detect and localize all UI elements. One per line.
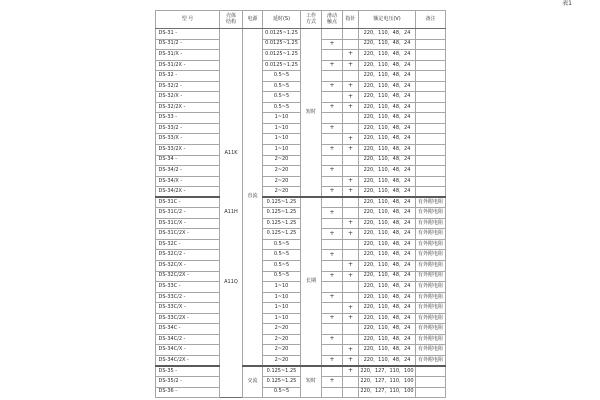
cell-pointer bbox=[343, 197, 359, 208]
col-header-work-mode: 工作 方式 bbox=[301, 11, 322, 29]
cell-model: DS-32/2 - bbox=[156, 81, 220, 92]
cell-model: DS-31/2X - bbox=[156, 60, 220, 71]
col-header-power: 电源 bbox=[243, 11, 263, 29]
cell-sliding-contact: + bbox=[322, 250, 343, 261]
cell-delay: 1~10 bbox=[263, 303, 301, 314]
cell-pointer bbox=[343, 377, 359, 388]
cell-delay: 0.5~5 bbox=[263, 387, 301, 398]
cell-pointer: + bbox=[343, 187, 359, 198]
cell-rated-voltage: 220，110，48，24 bbox=[359, 50, 416, 61]
relay-spec-table bbox=[155, 10, 446, 398]
cell-rated-voltage: 220，110，48，24 bbox=[359, 355, 416, 366]
cell-model: DS-31C/X - bbox=[156, 218, 220, 229]
cell-model: DS-33/X - bbox=[156, 134, 220, 145]
cell-delay: 0.125~1.25 bbox=[263, 208, 301, 219]
cell-model: DS-33/2X - bbox=[156, 145, 220, 156]
cell-pointer bbox=[343, 334, 359, 345]
col-header-pointer: 指针 bbox=[343, 11, 359, 29]
cell-shell-structure bbox=[220, 29, 243, 398]
cell-rated-voltage: 220，110，48，24 bbox=[359, 208, 416, 219]
cell-pointer: + bbox=[343, 261, 359, 272]
cell-sliding-contact bbox=[322, 134, 343, 145]
cell-rated-voltage: 220，110，48，24 bbox=[359, 155, 416, 166]
cell-sliding-contact bbox=[322, 176, 343, 187]
cell-model: DS-35/2 - bbox=[156, 377, 220, 388]
cell-delay: 0.5~5 bbox=[263, 92, 301, 103]
col-header-delay: 延时(S) bbox=[263, 11, 301, 29]
cell-model: DS-31C/2 - bbox=[156, 208, 220, 219]
cell-delay: 0.125~1.25 bbox=[263, 218, 301, 229]
cell-delay: 1~10 bbox=[263, 123, 301, 134]
cell-pointer bbox=[343, 324, 359, 335]
cell-remark bbox=[416, 187, 446, 198]
cell-pointer: + bbox=[343, 102, 359, 113]
cell-remark bbox=[416, 81, 446, 92]
cell-model: DS-35 - bbox=[156, 366, 220, 377]
cell-rated-voltage: 220，110，48，24 bbox=[359, 303, 416, 314]
cell-remark: 有外附电阻 bbox=[416, 239, 446, 250]
cell-sliding-contact: + bbox=[322, 355, 343, 366]
cell-remark bbox=[416, 102, 446, 113]
cell-remark bbox=[416, 39, 446, 50]
cell-sliding-contact bbox=[322, 113, 343, 124]
cell-remark bbox=[416, 155, 446, 166]
cell-sliding-contact: + bbox=[322, 208, 343, 219]
cell-sliding-contact bbox=[322, 387, 343, 398]
cell-sliding-contact: + bbox=[322, 313, 343, 324]
cell-remark: 有外附电阻 bbox=[416, 345, 446, 356]
cell-remark bbox=[416, 387, 446, 398]
cell-rated-voltage: 220，110，48，24 bbox=[359, 229, 416, 240]
cell-remark bbox=[416, 50, 446, 61]
cell-sliding-contact bbox=[322, 345, 343, 356]
cell-model: DS-31/2 - bbox=[156, 39, 220, 50]
cell-delay: 1~10 bbox=[263, 134, 301, 145]
cell-sliding-contact bbox=[322, 366, 343, 377]
cell-sliding-contact: + bbox=[322, 187, 343, 198]
cell-sliding-contact bbox=[322, 218, 343, 229]
cell-rated-voltage: 220，110，48，24 bbox=[359, 81, 416, 92]
cell-remark bbox=[416, 366, 446, 377]
cell-remark: 有外附电阻 bbox=[416, 271, 446, 282]
cell-delay: 0.0125~1.25 bbox=[263, 60, 301, 71]
table-row bbox=[156, 366, 446, 377]
cell-pointer: + bbox=[343, 345, 359, 356]
cell-remark bbox=[416, 134, 446, 145]
cell-delay: 0.0125~1.25 bbox=[263, 29, 301, 40]
cell-delay: 2~20 bbox=[263, 176, 301, 187]
cell-delay: 2~20 bbox=[263, 155, 301, 166]
cell-delay: 1~10 bbox=[263, 145, 301, 156]
cell-rated-voltage: 220，127，110，100 bbox=[359, 377, 416, 388]
spec-table-header bbox=[156, 11, 446, 29]
cell-delay: 2~20 bbox=[263, 187, 301, 198]
table-number-label: 表1 bbox=[562, 0, 572, 7]
cell-remark: 有外附电阻 bbox=[416, 250, 446, 261]
cell-remark: 有外附电阻 bbox=[416, 282, 446, 293]
cell-rated-voltage: 220，110，48，24 bbox=[359, 271, 416, 282]
cell-pointer bbox=[343, 113, 359, 124]
cell-rated-voltage: 220，110，48，24 bbox=[359, 92, 416, 103]
cell-model: DS-33/2 - bbox=[156, 123, 220, 134]
cell-rated-voltage: 220，110，48，24 bbox=[359, 197, 416, 208]
cell-rated-voltage: 220，110，48，24 bbox=[359, 324, 416, 335]
cell-rated-voltage: 220，110，48，24 bbox=[359, 292, 416, 303]
cell-rated-voltage: 220，110，48，24 bbox=[359, 123, 416, 134]
cell-model: DS-31 - bbox=[156, 29, 220, 40]
cell-remark: 有外附电阻 bbox=[416, 208, 446, 219]
cell-delay: 0.125~1.25 bbox=[263, 197, 301, 208]
cell-rated-voltage: 220，110，48，24 bbox=[359, 134, 416, 145]
cell-delay: 0.5~5 bbox=[263, 250, 301, 261]
cell-model: DS-34/2X - bbox=[156, 187, 220, 198]
cell-sliding-contact bbox=[322, 282, 343, 293]
shell-structure-label: A11Q bbox=[224, 279, 238, 286]
cell-rated-voltage: 220，110，48，24 bbox=[359, 334, 416, 345]
cell-pointer: + bbox=[343, 176, 359, 187]
cell-pointer bbox=[343, 387, 359, 398]
cell-model: DS-34 - bbox=[156, 155, 220, 166]
cell-pointer bbox=[343, 282, 359, 293]
cell-sliding-contact: + bbox=[322, 229, 343, 240]
cell-model: DS-32C/2X - bbox=[156, 271, 220, 282]
cell-model: DS-32C/X - bbox=[156, 261, 220, 272]
cell-pointer bbox=[343, 123, 359, 134]
cell-sliding-contact: + bbox=[322, 166, 343, 177]
cell-rated-voltage: 220，110，48，24 bbox=[359, 239, 416, 250]
cell-model: DS-33C/2 - bbox=[156, 292, 220, 303]
cell-sliding-contact bbox=[322, 197, 343, 208]
cell-delay: 0.5~5 bbox=[263, 239, 301, 250]
cell-delay: 1~10 bbox=[263, 282, 301, 293]
cell-delay: 0.5~5 bbox=[263, 261, 301, 272]
cell-remark: 有外附电阻 bbox=[416, 292, 446, 303]
cell-rated-voltage: 220，110，48，24 bbox=[359, 145, 416, 156]
cell-pointer bbox=[343, 155, 359, 166]
cell-delay: 0.5~5 bbox=[263, 271, 301, 282]
col-header-remark: 备注 bbox=[416, 11, 446, 29]
cell-remark: 有外附电阻 bbox=[416, 229, 446, 240]
cell-rated-voltage: 220，110，48，24 bbox=[359, 345, 416, 356]
cell-rated-voltage: 220，127，110，100 bbox=[359, 387, 416, 398]
cell-remark: 有外附电阻 bbox=[416, 218, 446, 229]
cell-sliding-contact: + bbox=[322, 123, 343, 134]
cell-rated-voltage: 220，110，48，24 bbox=[359, 250, 416, 261]
cell-rated-voltage: 220，110，48，24 bbox=[359, 218, 416, 229]
cell-rated-voltage: 220，110，48，24 bbox=[359, 166, 416, 177]
cell-remark bbox=[416, 145, 446, 156]
cell-remark bbox=[416, 71, 446, 82]
cell-remark bbox=[416, 377, 446, 388]
shell-structure-label: A11K bbox=[224, 150, 238, 157]
cell-pointer: + bbox=[343, 92, 359, 103]
table-row bbox=[156, 197, 446, 208]
cell-delay: 2~20 bbox=[263, 334, 301, 345]
cell-model: DS-34C/2X - bbox=[156, 355, 220, 366]
cell-pointer: + bbox=[343, 313, 359, 324]
cell-model: DS-34C - bbox=[156, 324, 220, 335]
col-header-shell-structure: 壳体 结构 bbox=[220, 11, 243, 29]
cell-sliding-contact: + bbox=[322, 377, 343, 388]
cell-model: DS-33C/2X - bbox=[156, 313, 220, 324]
cell-remark bbox=[416, 60, 446, 71]
cell-remark: 有外附电阻 bbox=[416, 355, 446, 366]
cell-sliding-contact: + bbox=[322, 334, 343, 345]
cell-work-mode: 短时 bbox=[301, 366, 322, 398]
cell-pointer bbox=[343, 29, 359, 40]
cell-remark: 有外附电阻 bbox=[416, 303, 446, 314]
cell-remark: 有外附电阻 bbox=[416, 313, 446, 324]
cell-rated-voltage: 220，110，48，24 bbox=[359, 113, 416, 124]
cell-work-mode: 短时 bbox=[301, 29, 322, 198]
cell-delay: 2~20 bbox=[263, 166, 301, 177]
cell-sliding-contact: + bbox=[322, 292, 343, 303]
cell-pointer: + bbox=[343, 145, 359, 156]
cell-model: DS-32C - bbox=[156, 239, 220, 250]
cell-pointer: + bbox=[343, 134, 359, 145]
cell-rated-voltage: 220，127，110，100 bbox=[359, 366, 416, 377]
cell-rated-voltage: 220，110，48，24 bbox=[359, 102, 416, 113]
cell-delay: 0.125~1.25 bbox=[263, 366, 301, 377]
cell-sliding-contact bbox=[322, 324, 343, 335]
cell-pointer bbox=[343, 166, 359, 177]
cell-delay: 0.5~5 bbox=[263, 81, 301, 92]
shell-structure-label: A11H bbox=[224, 209, 238, 216]
cell-pointer: + bbox=[343, 50, 359, 61]
cell-pointer bbox=[343, 39, 359, 50]
cell-model: DS-34/2 - bbox=[156, 166, 220, 177]
cell-remark: 有外附电阻 bbox=[416, 261, 446, 272]
cell-remark: 有外附电阻 bbox=[416, 324, 446, 335]
cell-power: 交流 bbox=[243, 366, 263, 398]
cell-rated-voltage: 220，110，48，24 bbox=[359, 71, 416, 82]
cell-remark bbox=[416, 176, 446, 187]
cell-remark bbox=[416, 166, 446, 177]
cell-sliding-contact bbox=[322, 92, 343, 103]
cell-sliding-contact bbox=[322, 261, 343, 272]
cell-delay: 0.125~1.25 bbox=[263, 229, 301, 240]
cell-delay: 1~10 bbox=[263, 313, 301, 324]
col-header-sliding-contact: 滑动 触点 bbox=[322, 11, 343, 29]
cell-model: DS-36 - bbox=[156, 387, 220, 398]
cell-power: 直流 bbox=[243, 29, 263, 367]
col-header-model: 型 号 bbox=[156, 11, 220, 29]
spec-table-body bbox=[156, 29, 446, 398]
cell-pointer bbox=[343, 208, 359, 219]
cell-pointer bbox=[343, 71, 359, 82]
cell-model: DS-34C/2 - bbox=[156, 334, 220, 345]
cell-pointer: + bbox=[343, 60, 359, 71]
cell-delay: 2~20 bbox=[263, 324, 301, 335]
cell-rated-voltage: 220，110，48，24 bbox=[359, 313, 416, 324]
cell-sliding-contact: + bbox=[322, 81, 343, 92]
cell-pointer: + bbox=[343, 81, 359, 92]
cell-model: DS-32 - bbox=[156, 71, 220, 82]
cell-model: DS-33C - bbox=[156, 282, 220, 293]
cell-delay: 0.0125~1.25 bbox=[263, 39, 301, 50]
cell-sliding-contact bbox=[322, 71, 343, 82]
cell-delay: 1~10 bbox=[263, 292, 301, 303]
cell-pointer: + bbox=[343, 218, 359, 229]
cell-rated-voltage: 220，110，48，24 bbox=[359, 282, 416, 293]
cell-sliding-contact bbox=[322, 155, 343, 166]
cell-model: DS-32/X - bbox=[156, 92, 220, 103]
cell-model: DS-33C/X - bbox=[156, 303, 220, 314]
cell-rated-voltage: 220，110，48，24 bbox=[359, 60, 416, 71]
cell-rated-voltage: 220，110，48，24 bbox=[359, 261, 416, 272]
cell-rated-voltage: 220，110，48，24 bbox=[359, 29, 416, 40]
cell-model: DS-31C/2X - bbox=[156, 229, 220, 240]
cell-delay: 1~10 bbox=[263, 113, 301, 124]
cell-delay: 0.0125~1.25 bbox=[263, 50, 301, 61]
cell-sliding-contact: + bbox=[322, 39, 343, 50]
cell-model: DS-32C/2 - bbox=[156, 250, 220, 261]
cell-rated-voltage: 220，110，48，24 bbox=[359, 187, 416, 198]
cell-work-mode: 长期 bbox=[301, 197, 322, 366]
cell-delay: 0.5~5 bbox=[263, 71, 301, 82]
cell-model: DS-32/2X - bbox=[156, 102, 220, 113]
col-header-rated-voltage: 额定电压(V) bbox=[359, 11, 416, 29]
cell-pointer: + bbox=[343, 366, 359, 377]
cell-delay: 2~20 bbox=[263, 345, 301, 356]
cell-delay: 0.5~5 bbox=[263, 102, 301, 113]
cell-sliding-contact bbox=[322, 239, 343, 250]
cell-model: DS-33 - bbox=[156, 113, 220, 124]
cell-pointer bbox=[343, 292, 359, 303]
cell-remark bbox=[416, 92, 446, 103]
cell-sliding-contact: + bbox=[322, 102, 343, 113]
cell-rated-voltage: 220，110，48，24 bbox=[359, 39, 416, 50]
cell-sliding-contact bbox=[322, 303, 343, 314]
cell-pointer bbox=[343, 250, 359, 261]
cell-sliding-contact: + bbox=[322, 271, 343, 282]
cell-remark bbox=[416, 123, 446, 134]
cell-remark: 有外附电阻 bbox=[416, 334, 446, 345]
cell-remark bbox=[416, 29, 446, 40]
cell-sliding-contact bbox=[322, 50, 343, 61]
cell-model: DS-34/X - bbox=[156, 176, 220, 187]
cell-delay: 2~20 bbox=[263, 355, 301, 366]
cell-remark: 有外附电阻 bbox=[416, 197, 446, 208]
table-row bbox=[156, 29, 446, 40]
cell-model: DS-34C/X - bbox=[156, 345, 220, 356]
cell-sliding-contact: + bbox=[322, 145, 343, 156]
cell-model: DS-31C - bbox=[156, 197, 220, 208]
cell-rated-voltage: 220，110，48，24 bbox=[359, 176, 416, 187]
cell-pointer: + bbox=[343, 355, 359, 366]
cell-pointer: + bbox=[343, 271, 359, 282]
cell-sliding-contact bbox=[322, 29, 343, 40]
header-row bbox=[156, 11, 446, 29]
cell-pointer bbox=[343, 239, 359, 250]
cell-remark bbox=[416, 113, 446, 124]
cell-pointer: + bbox=[343, 229, 359, 240]
cell-model: DS-31/X - bbox=[156, 50, 220, 61]
cell-delay: 0.125~1.25 bbox=[263, 377, 301, 388]
cell-pointer: + bbox=[343, 303, 359, 314]
cell-sliding-contact: + bbox=[322, 60, 343, 71]
